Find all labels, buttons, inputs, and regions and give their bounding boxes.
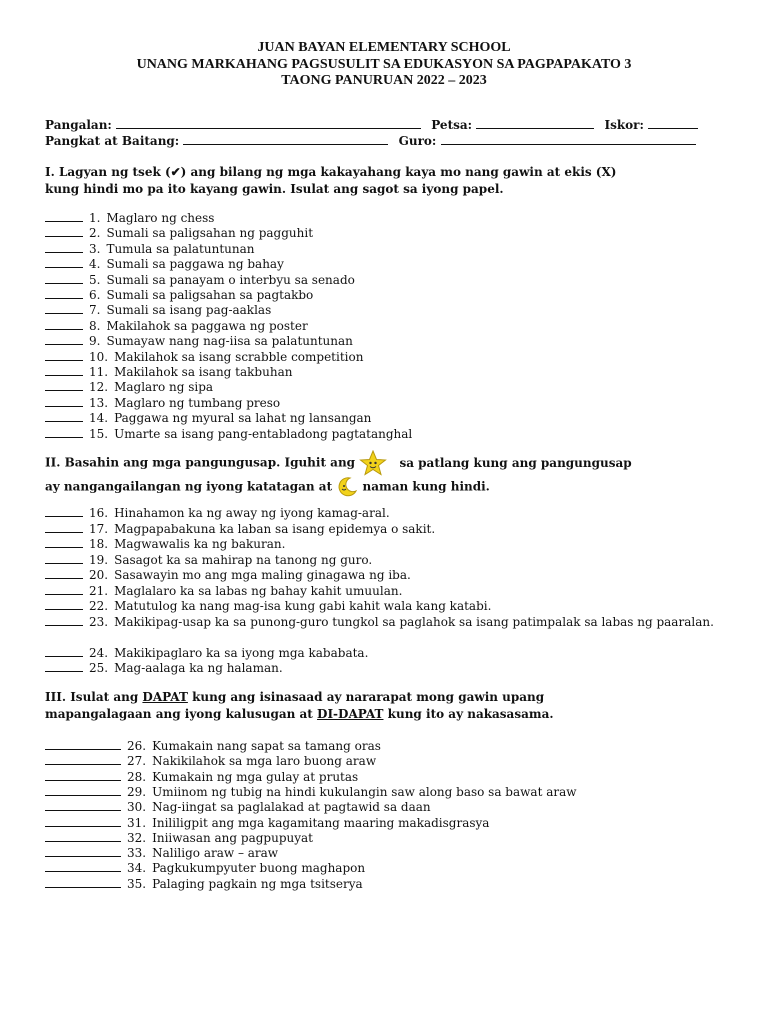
answer-blank[interactable] [45,349,83,361]
item-number: 25. [89,661,109,675]
item-text: Kumakain nang sapat sa tamang oras [152,739,381,753]
section1-instruction [45,164,725,198]
list-item [45,225,313,241]
item-text: Magwawalis ka ng bakuran. [114,537,286,551]
answer-blank[interactable] [45,333,83,345]
item-number: 23. [89,614,109,629]
name-label: Pangalan: [45,118,112,132]
answer-blank[interactable] [45,845,121,857]
item-text: Magpapabakuna ka laban sa isang epidemya o sakit. [114,521,436,536]
answer-blank[interactable] [45,815,121,827]
item-number: 14. [89,411,109,426]
list-item [45,256,284,272]
item-number: 21. [89,583,109,598]
item-text: Sumayaw nang nag-iisa sa palatuntunan [106,334,353,349]
list-item [45,379,213,395]
item-text: Maglaro ng sipa [114,380,214,395]
answer-blank[interactable] [45,272,83,284]
answer-blank[interactable] [45,769,121,781]
list-item [45,660,283,676]
item-text: Sumali sa paggawa ng bahay [106,257,284,272]
item-number: 29. [127,784,147,799]
item-number: 13. [89,395,109,410]
answer-blank[interactable] [45,583,83,595]
list-item [45,784,577,800]
item-number: 12. [89,380,109,395]
section-blank[interactable] [183,133,388,145]
school-name: JUAN BAYAN ELEMENTARY SCHOOL [257,40,511,55]
answer-blank[interactable] [45,660,83,672]
item-text: Naliligo araw – araw [152,846,279,861]
item-text: Sasawayin mo ang mga maling ginagawa ng iba. [114,568,411,582]
list-item [45,426,412,442]
moon-icon [336,476,358,498]
item-number: 24. [89,645,109,660]
answer-blank[interactable] [45,738,121,750]
item-text: Kumakain ng mga gulay at prutas [152,769,359,784]
item-text: Pagkukumpyuter buong maghapon [152,861,366,876]
answer-blank[interactable] [45,505,83,517]
item-number: 20. [89,568,109,582]
item-text: Iniiwasan ang pagpupuyat [152,830,313,845]
list-item [45,287,313,303]
item-number: 15. [89,426,109,441]
list-item [45,876,363,892]
exam-title: UNANG MARKAHANG PAGSUSULIT SA EDUKASYON SA PAGPAPAKATO 3 [136,57,632,72]
answer-blank[interactable] [45,241,83,253]
item-text: Maglaro ng tumbang preso [114,395,281,410]
answer-blank[interactable] [45,536,83,548]
item-number: 19. [89,552,109,567]
item-number: 26. [127,739,147,753]
score-label: Iskor: [604,118,644,132]
school-year: TAONG PANURUAN 2022 – 2023 [281,73,487,88]
answer-blank[interactable] [45,614,83,626]
item-number: 2. [89,226,101,241]
answer-blank[interactable] [45,364,83,376]
answer-blank[interactable] [45,287,83,299]
item-text: Maglaro ng chess [106,211,215,225]
item-text: Makikipag-usap ka sa punong-guro tungkol sa paglahok sa isang patimpalak sa labas ng paaralan. [114,614,714,629]
list-item [45,552,372,568]
item-number: 16. [89,506,109,520]
list-item [45,364,292,380]
list-item [45,210,214,226]
item-number: 1. [89,211,101,225]
answer-blank[interactable] [45,799,121,811]
list-item [45,645,368,661]
item-text: Sumali sa isang pag-aaklas [106,303,272,318]
item-number: 3. [89,241,101,256]
item-number: 8. [89,318,101,333]
answer-blank[interactable] [45,225,83,237]
item-text: Hinahamon ka ng away ng iyong kamag-aral. [114,506,390,520]
item-number: 22. [89,599,109,613]
item-number: 34. [127,861,147,876]
list-item [45,567,411,583]
item-text: Nakikilahok sa mga laro buong araw [152,754,377,769]
answer-blank[interactable] [45,645,83,657]
item-text: Maglalaro ka sa labas ng bahay kahit umuulan. [114,583,403,598]
item-number: 9. [89,334,101,349]
answer-blank[interactable] [45,318,83,330]
list-item [45,799,431,815]
answer-blank[interactable] [45,598,83,610]
item-text: Makilahok sa paggawa ng poster [106,318,308,333]
answer-blank[interactable] [45,256,83,268]
answer-blank[interactable] [45,521,83,533]
answer-blank[interactable] [45,426,83,438]
section3-instruction-part1: III. Isulat ang [45,690,139,704]
answer-blank[interactable] [45,210,83,222]
answer-blank[interactable] [45,860,121,872]
item-text: Tumula sa palatuntunan [106,241,255,256]
list-item [45,302,271,318]
name-blank[interactable] [116,117,421,129]
answer-blank[interactable] [45,753,121,765]
list-item [45,505,390,521]
item-number: 10. [89,349,109,364]
section-label: Pangkat at Baitang: [45,134,180,148]
item-text: Matutulog ka nang mag-isa kung gabi kahit wala kang katabi. [114,599,492,613]
answer-blank[interactable] [45,395,83,407]
list-item [45,614,725,630]
section2-instruction [45,450,725,498]
list-item [45,241,255,257]
date-blank[interactable] [476,117,594,129]
item-text: Palaging pagkain ng mga tsitserya [152,876,363,891]
item-number: 33. [127,846,147,861]
section3-instruction-part2: kung ang isinasaad ay nararapat mong gawin upang [192,690,545,704]
item-text: Paggawa ng myural sa lahat ng lansangan [114,411,372,426]
list-item [45,815,489,831]
section1-instruction-line2: kung hindi mo pa ito kayang gawin. Isulat ang sagot sa iyong papel. [45,182,504,196]
section2-instruction-part2: sa patlang kung ang pangungusap [399,455,632,470]
answer-blank[interactable] [45,410,83,422]
item-number: 31. [127,815,147,830]
list-item [45,521,435,537]
teacher-blank[interactable] [441,133,696,145]
list-item [45,318,308,334]
list-item [45,738,381,754]
list-item [45,333,353,349]
star-icon [359,450,387,476]
item-text: Makilahok sa isang takbuhan [114,365,293,379]
item-text: Sumali sa panayam o interbyu sa senado [106,272,355,287]
answer-blank[interactable] [45,552,83,564]
item-text: Mag-aalaga ka ng halaman. [114,661,283,675]
section-teacher-row [45,133,725,148]
list-item [45,536,285,552]
answer-blank[interactable] [45,830,121,842]
item-number: 35. [127,876,147,891]
section3-instruction-part3: mapangalagaan ang iyong kalusugan at [45,707,313,721]
item-text: Sumali sa paligsahan ng pagguhit [106,226,314,241]
item-text: Sumali sa paligsahan sa pagtakbo [106,288,314,302]
item-number: 27. [127,754,147,769]
item-text: Inililigpit ang mga kagamitang maaring makadisgrasya [152,815,490,830]
item-number: 7. [89,303,101,318]
list-item [45,845,278,861]
item-text: Makilahok sa isang scrabble competition [114,349,364,364]
item-number: 32. [127,830,147,845]
section3-instruction [45,689,725,723]
teacher-label: Guro: [398,134,437,148]
item-number: 5. [89,272,101,287]
list-item [45,753,376,769]
item-number: 11. [89,365,109,379]
item-number: 17. [89,521,109,536]
answer-blank[interactable] [45,379,83,391]
date-label: Petsa: [431,118,473,132]
list-item [45,410,371,426]
list-item [45,598,491,614]
dapat-keyword: DAPAT [142,690,188,704]
list-item [45,395,280,411]
list-item [45,272,355,288]
item-number: 6. [89,288,101,302]
score-blank[interactable] [648,117,698,129]
item-text: Umarte sa isang pang-entabladong pagtatanghal [114,426,413,441]
didapat-keyword: DI-DAPAT [317,707,384,721]
item-text: Umiinom ng tubig na hindi kukulangin saw along baso sa bawat araw [152,784,577,799]
item-number: 4. [89,257,101,272]
name-date-score-row [45,117,725,132]
item-text: Sasagot ka sa mahirap na tanong ng guro. [114,552,373,567]
answer-blank[interactable] [45,784,121,796]
item-number: 30. [127,800,147,815]
answer-blank[interactable] [45,567,83,579]
section3-instruction-part4: kung ito ay nakasasama. [387,707,554,721]
section2-instruction-part4: naman kung hindi. [362,479,490,494]
item-text: Makikipaglaro ka sa iyong mga kababata. [114,645,369,660]
answer-blank[interactable] [45,876,121,888]
answer-blank[interactable] [45,302,83,314]
list-item [45,830,313,846]
item-number: 18. [89,537,109,551]
list-item [45,349,363,365]
list-item [45,860,365,876]
section2-instruction-part3: ay nangangailangan ng iyong katatagan at [45,479,333,494]
item-number: 28. [127,769,147,784]
item-text: Nag-iingat sa paglalakad at pagtawid sa daan [152,800,431,815]
section2-instruction-part1: II. Basahin ang mga pangungusap. Iguhit ang [45,455,356,470]
list-item [45,769,358,785]
section1-instruction-line1: I. Lagyan ng tsek (✔) ang bilang ng mga kakayahang kaya mo nang gawin at ekis (X) [45,165,617,179]
list-item [45,583,402,599]
